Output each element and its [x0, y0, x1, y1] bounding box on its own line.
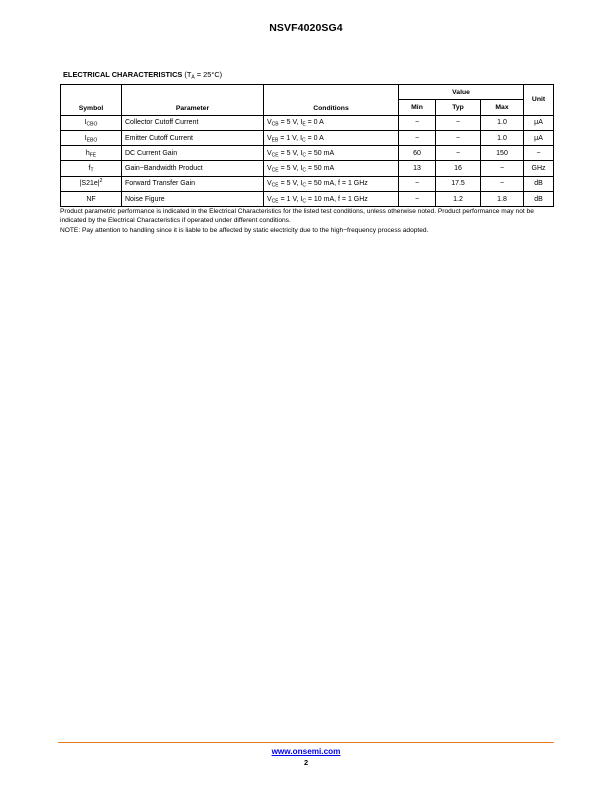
conditions-cell: $V_{CB} = 5$ V, $I_E = 0$ A: [264, 115, 399, 130]
max-cell: 150: [481, 146, 524, 161]
section-title: [63, 70, 222, 79]
typ-cell: −: [436, 115, 481, 130]
max-cell: −: [481, 176, 524, 191]
notes-block: [60, 208, 553, 238]
min-cell: −: [399, 192, 436, 207]
typ-cell: −: [436, 146, 481, 161]
header-parameter: Parameter: [122, 85, 264, 116]
min-cell: −: [399, 115, 436, 130]
typ-cell: 16: [436, 161, 481, 176]
parameter-cell: Forward Transfer Gain: [122, 176, 264, 191]
symbol-cell: NF: [61, 192, 122, 207]
unit-cell: μA: [524, 115, 554, 130]
unit-cell: μA: [524, 130, 554, 145]
max-cell: 1.0: [481, 130, 524, 145]
header-symbol: Symbol: [61, 85, 122, 116]
header-value: Value: [399, 85, 524, 100]
header-unit: Unit: [524, 85, 554, 116]
symbol-cell: $|S21e|^2$: [61, 176, 122, 191]
product-performance-note: Product parametric performance is indicated in the Electrical Characteristics for the listed test conditions, unless otherwise noted. Product performance may not be indicated by the Electrical Characteristics if operated under different conditions.: [60, 208, 534, 224]
parameter-cell: Emitter Cutoff Current: [122, 130, 264, 145]
header-max: Max: [481, 100, 524, 115]
conditions-cell: $V_{CE} = 5$ V, $I_C = 50$ mA: [264, 161, 399, 176]
document-part-number: NSVF4020SG4: [269, 22, 343, 34]
electrical-characteristics-table: [60, 84, 554, 207]
footer-divider: [58, 742, 554, 743]
header-typ: Typ: [436, 100, 481, 115]
table-row: [61, 146, 554, 161]
unit-cell: −: [524, 146, 554, 161]
table-body: [61, 115, 554, 207]
symbol-cell: $I_{EBO}$: [61, 130, 122, 145]
conditions-cell: $V_{CE} = 5$ V, $I_C = 50$ mA, f = 1 GHz: [264, 176, 399, 191]
website-link[interactable]: www.onsemi.com: [271, 747, 341, 756]
parameter-cell: Noise Figure: [122, 192, 264, 207]
table-row: [61, 130, 554, 145]
conditions-cell: $V_{CE} = 5$ V, $I_C = 50$ mA: [264, 146, 399, 161]
handling-note: NOTE: Pay attention to handling since it is liable to be affected by static electricity due to the high−frequency process adopted.: [60, 227, 429, 235]
max-cell: −: [481, 161, 524, 176]
unit-cell: GHz: [524, 161, 554, 176]
section-title-text: ELECTRICAL CHARACTERISTICS: [63, 70, 183, 79]
typ-cell: 1.2: [436, 192, 481, 207]
min-cell: 60: [399, 146, 436, 161]
table-row: [61, 161, 554, 176]
unit-cell: dB: [524, 192, 554, 207]
parameter-cell: DC Current Gain: [122, 146, 264, 161]
section-title-condition: $(T_A = 25^\circ C)$: [184, 70, 223, 81]
header-min: Min: [399, 100, 436, 115]
conditions-cell: $V_{EB} = 1$ V, $I_C = 0$ A: [264, 130, 399, 145]
min-cell: 13: [399, 161, 436, 176]
symbol-cell: $I_{CBO}$: [61, 115, 122, 130]
page-number: 2: [303, 758, 309, 767]
min-cell: −: [399, 176, 436, 191]
min-cell: −: [399, 130, 436, 145]
table-row: [61, 192, 554, 207]
max-cell: 1.8: [481, 192, 524, 207]
symbol-cell: $f_T$: [61, 161, 122, 176]
parameter-cell: Gain−Bandwidth Product: [122, 161, 264, 176]
typ-cell: 17.5: [436, 176, 481, 191]
parameter-cell: Collector Cutoff Current: [122, 115, 264, 130]
symbol-cell: $h_{FE}$: [61, 146, 122, 161]
header-conditions: Conditions: [264, 85, 399, 116]
conditions-cell: $V_{CE} = 1$ V, $I_C = 10$ mA, f = 1 GHz: [264, 192, 399, 207]
typ-cell: −: [436, 130, 481, 145]
table-row: [61, 115, 554, 130]
table-row: [61, 176, 554, 191]
unit-cell: dB: [524, 176, 554, 191]
max-cell: 1.0: [481, 115, 524, 130]
